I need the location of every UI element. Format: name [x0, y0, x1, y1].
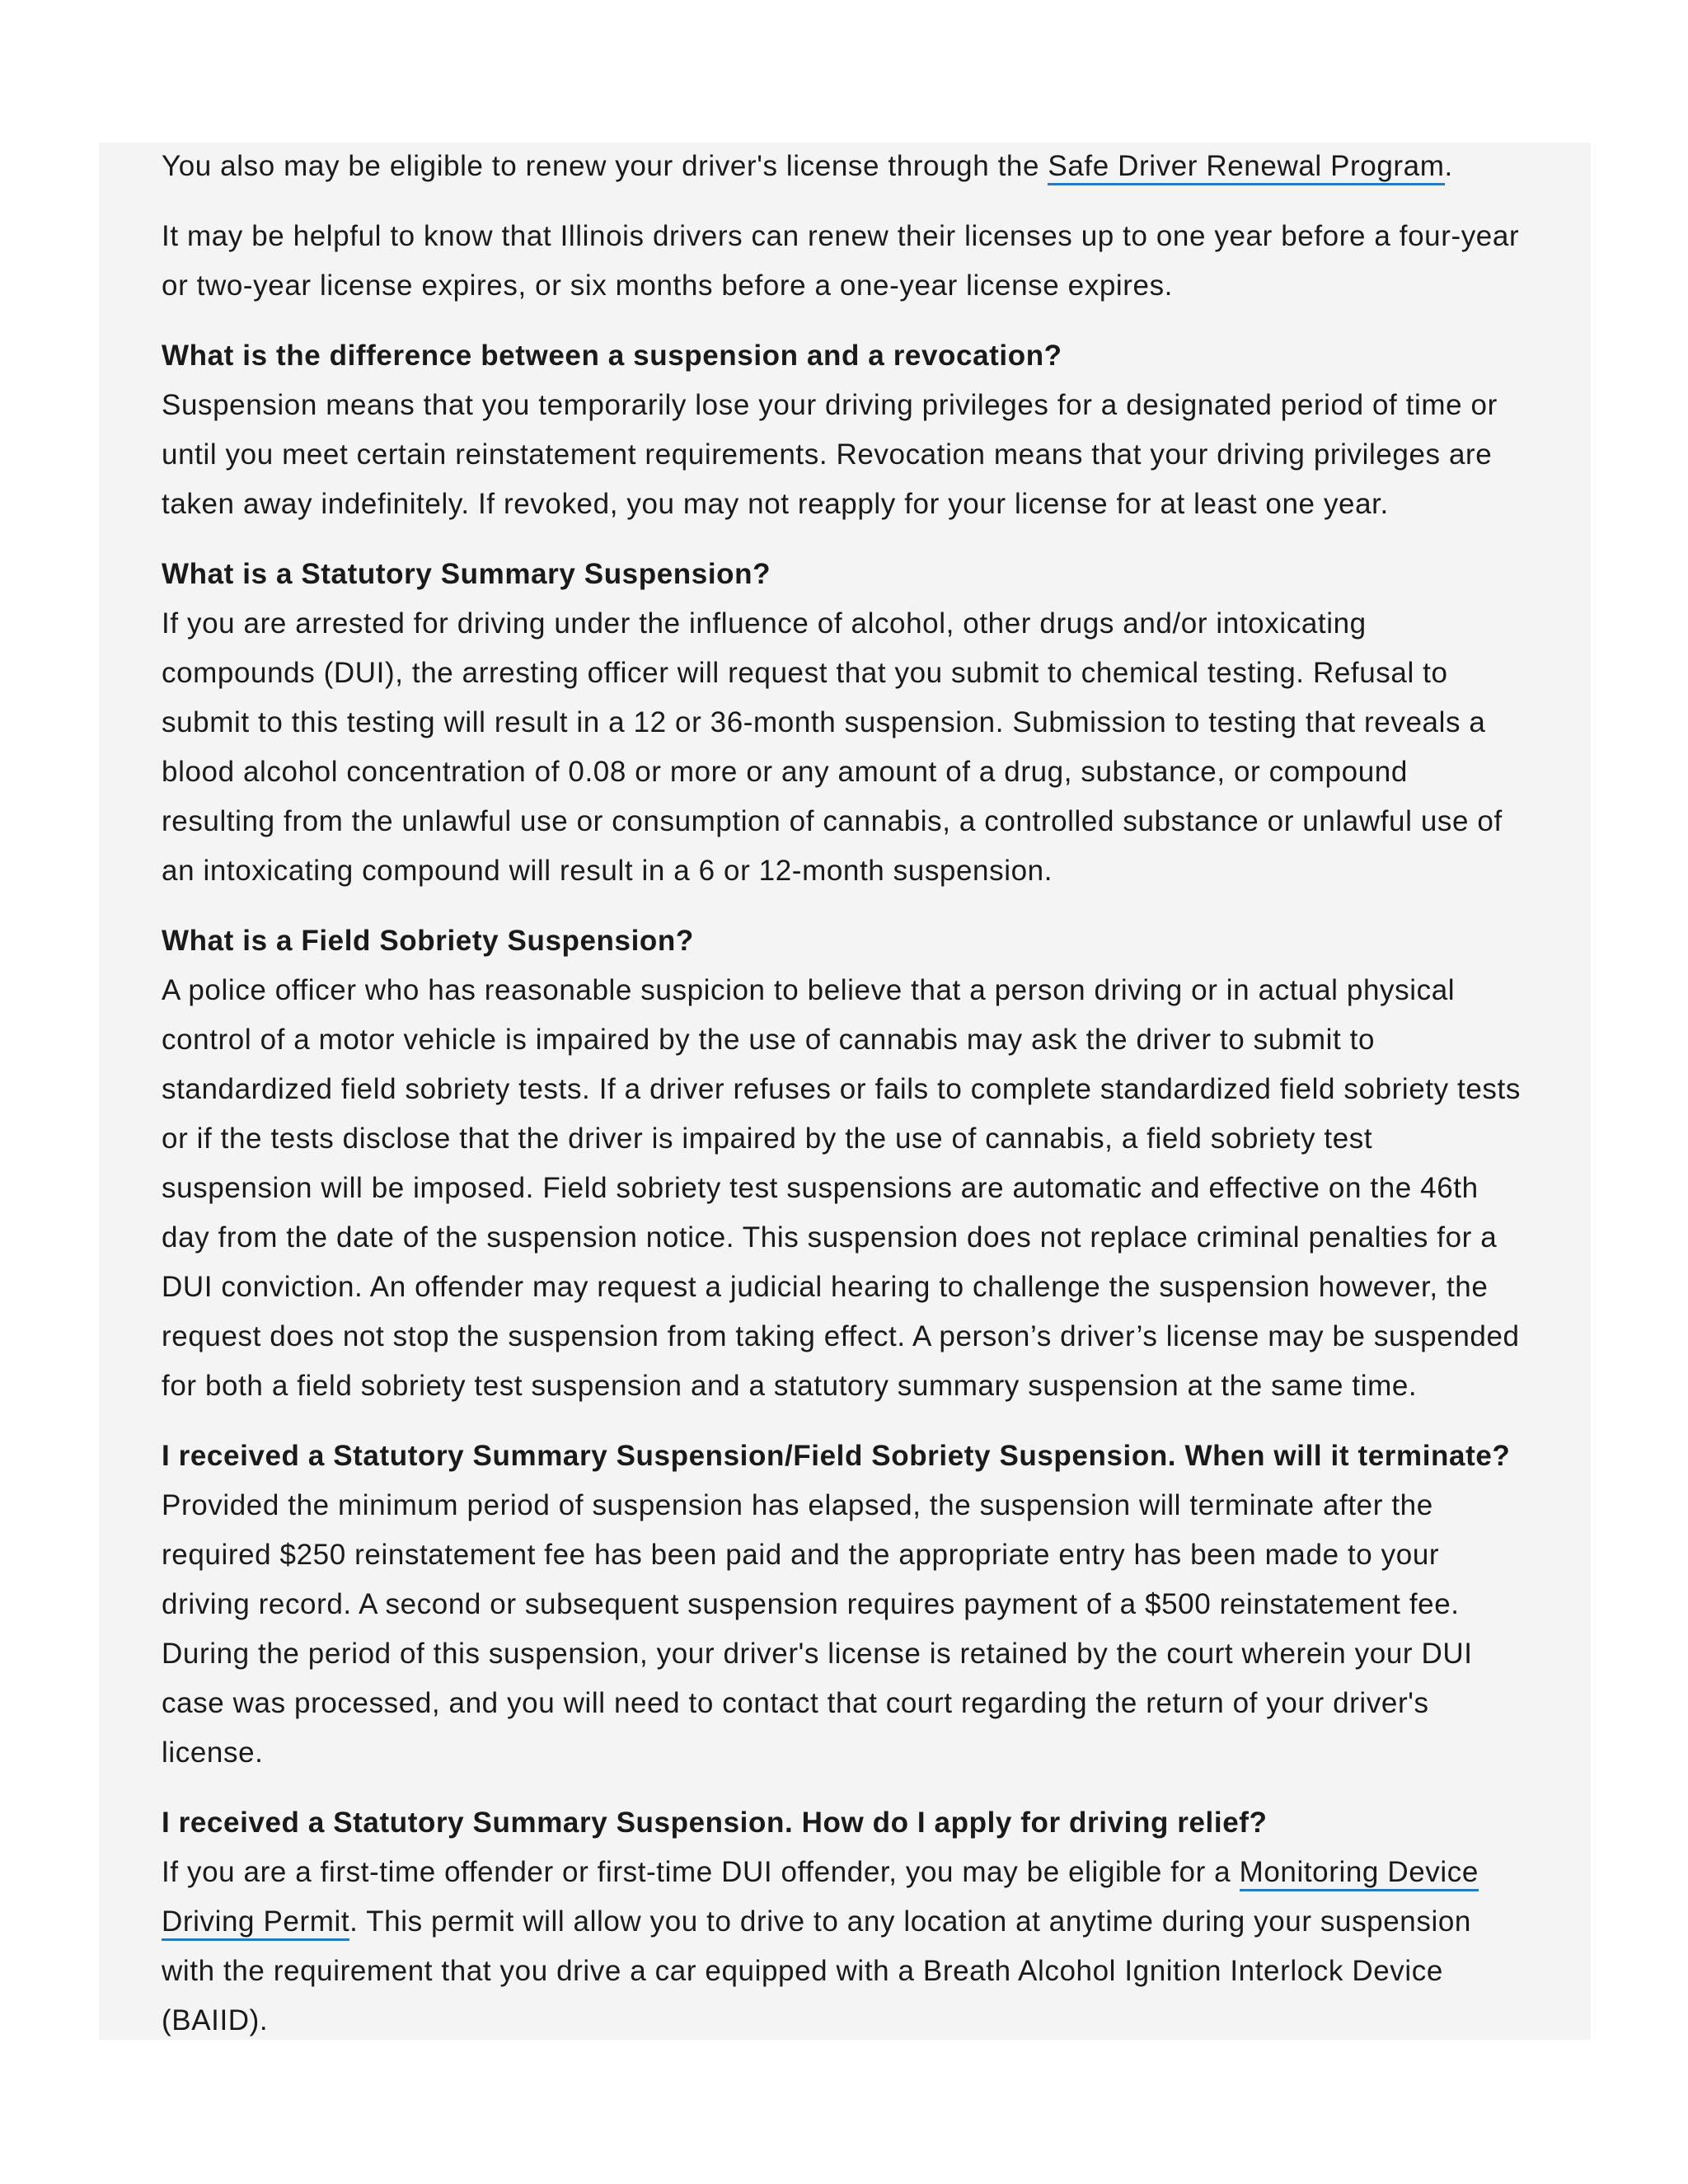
faq-content [162, 142, 1528, 2046]
faq-item [162, 1798, 1528, 2046]
faq-panel [99, 143, 1591, 2040]
intro-text: You also may be eligible to renew your driver's license through the [162, 150, 1048, 182]
faq-answer: If you are arrested for driving under the influence of alcohol, other drugs and/or intoxicating compounds (DUI), the arresting officer will request that you submit to chemical testing. Refusal to submit to this testing will result in a 12 or 36-month suspension. Submission to testing that reveals a blood alcohol concentration of 0.08 or more or any amount of a drug, substance, or compound resulting from the unlawful use or consumption of cannabis, a controlled substance or unlawful use of an intoxicating compound will result in a 6 or 12-month suspension. [162, 607, 1503, 887]
faq-question: What is a Statutory Summary Suspension? [162, 558, 771, 590]
intro-paragraph [162, 142, 1528, 191]
renewal-note: It may be helpful to know that Illinois drivers can renew their licenses up to one year before a four-year or two-year license expires, or six months before a one-year license expires. [162, 220, 1520, 302]
faq-question: What is a Field Sobriety Suspension? [162, 925, 694, 957]
faq-item [162, 331, 1528, 529]
faq-answer: Provided the minimum period of suspension has elapsed, the suspension will terminate after the required $250 reinstatement fee has been paid and the appropriate entry has been made to your driving record. A second or subsequent suspension requires payment of a $500 reinstatement fee. During the period of this suspension, your driver's license is retained by the court wherein your DUI case was processed, and you will need to contact that court regarding the return of your driver's license. [162, 1489, 1473, 1769]
intro-period: . [1444, 150, 1453, 182]
faq-item [162, 550, 1528, 896]
faq-question: I received a Statutory Summary Suspension/Field Sobriety Suspension. When will it terminate? [162, 1440, 1511, 1472]
faq-item [162, 916, 1528, 1411]
faq-question: What is the difference between a suspension and a revocation? [162, 340, 1062, 372]
monitoring-device-permit-link[interactable]: Monitoring Device Driving Permit [162, 1856, 1479, 1941]
faq-answer: A police officer who has reasonable suspicion to believe that a person driving or in actual physical control of a motor vehicle is impaired by the use of cannabis may ask the driver to submit to standardized field sobriety tests. If a driver refuses or fails to complete standardized field sobriety tests or if the tests disclose that the driver is impaired by the use of cannabis, a field sobriety test suspension will be imposed. Field sobriety test suspensions are automatic and effective on the 46th day from the date of the suspension notice. This suspension does not replace criminal penalties for a DUI conviction. An offender may request a judicial hearing to challenge the suspension however, the request does not stop the suspension from taking effect. A person’s driver’s license may be suspended for both a field sobriety test suspension and a statutory summary suspension at the same time. [162, 974, 1521, 1402]
faq-item [162, 1432, 1528, 1778]
safe-driver-renewal-link[interactable]: Safe Driver Renewal Program [1048, 150, 1444, 185]
faq-answer: Suspension means that you temporarily lose your driving privileges for a designated period of time or until you meet certain reinstatement requirements. Revocation means that your driving privileges are taken away indefinitely. If revoked, you may not reapply for your license for at least one year. [162, 389, 1498, 520]
relief-text-before: If you are a first-time offender or first-time DUI offender, you may be eligible for a [162, 1856, 1240, 1888]
relief-text-after: . This permit will allow you to drive to any location at anytime during your suspension with the requirement that you drive a car equipped with a Breath Alcohol Ignition Interlock Device (BAIID). [162, 1905, 1471, 2036]
faq-question: I received a Statutory Summary Suspension. How do I apply for driving relief? [162, 1807, 1268, 1839]
